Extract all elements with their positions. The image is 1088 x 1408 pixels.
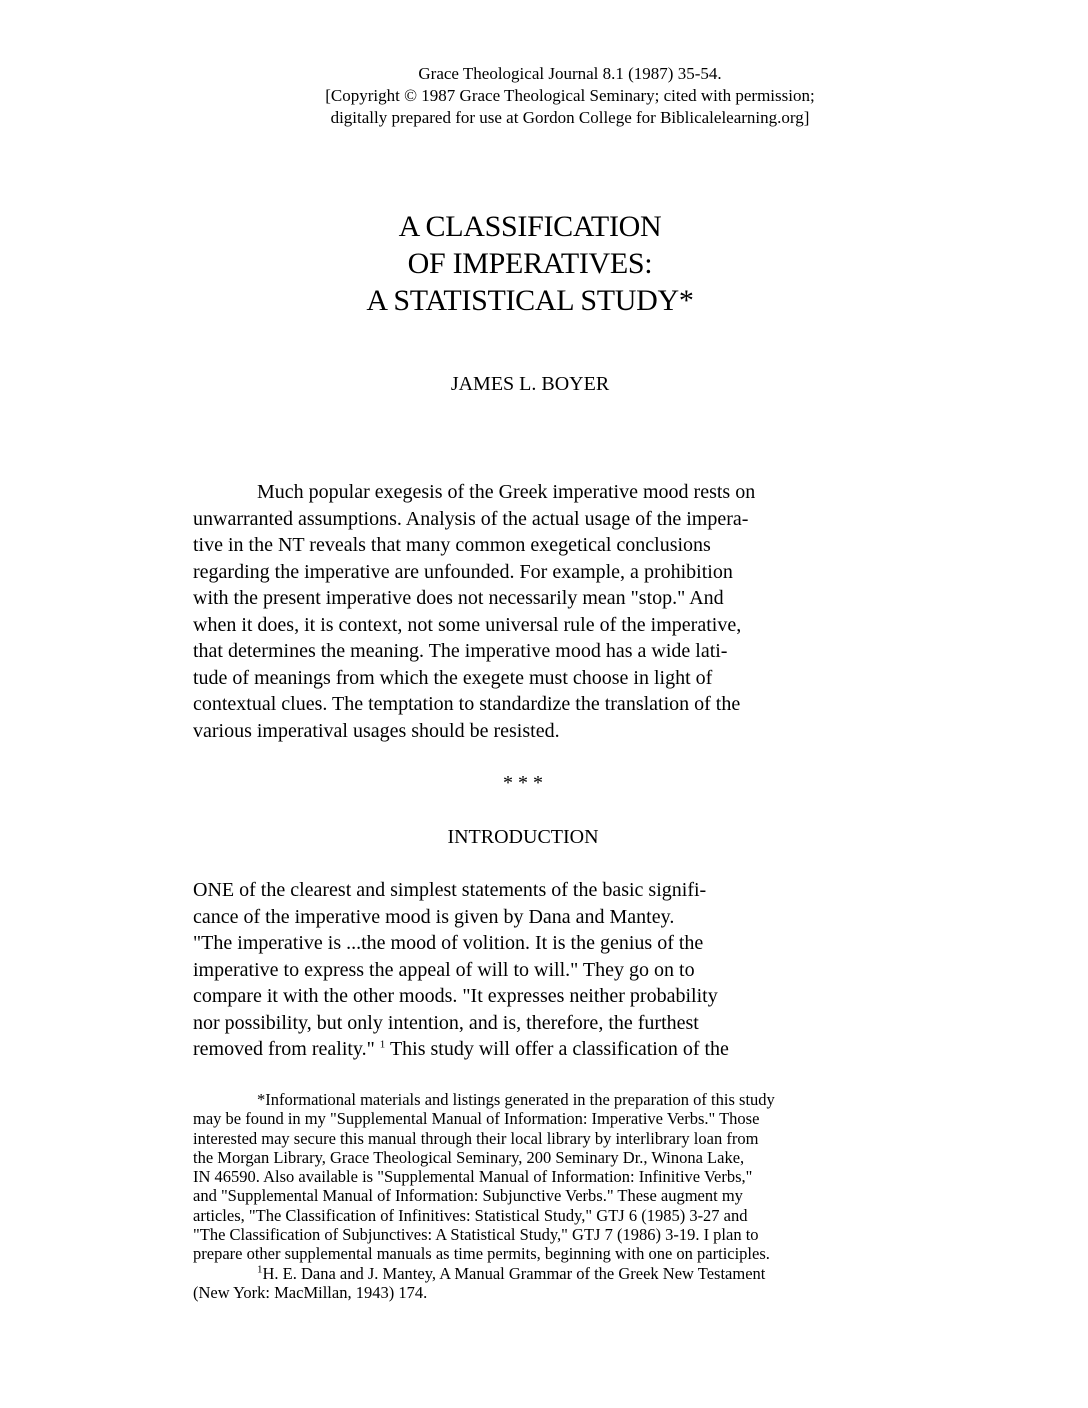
footnote-star-line: interested may secure this manual through their local library by interlibrary loan from [193, 1128, 759, 1148]
abstract-line: that determines the meaning. The imperative mood has a wide lati- [193, 640, 728, 662]
abstract-line: regarding the imperative are unfounded. For example, a prohibition [193, 560, 733, 583]
footnote-1-line: (New York: MacMillan, 1943) 174. [193, 1282, 428, 1302]
title-line: A STATISTICAL STUDY* [366, 284, 694, 317]
author-name: JAMES L. BOYER [450, 373, 610, 395]
intro-line: cance of the imperative mood is given by Dana and Mantey. [193, 905, 675, 928]
abstract-line: tive in the NT reveals that many common exegetical conclusions [193, 534, 711, 556]
intro-paragraph [193, 877, 729, 1063]
intro-line: "The imperative is ...the mood of volition. It is the genius of the [193, 932, 704, 954]
section-separator: * * * [503, 772, 543, 794]
footnote-star-line: "The Classification of Subjunctives: A Statistical Study," GTJ 7 (1986) 3-19. I plan to [193, 1225, 759, 1245]
footnote-1-line [193, 1264, 775, 1283]
header-citation: Grace Theological Journal 8.1 (1987) 35-54. [418, 64, 722, 83]
footnote-star-line: articles, "The Classification of Infinitives: Statistical Study," GTJ 6 (1985) 3-27 and [193, 1205, 748, 1225]
intro-text: removed from reality." [193, 1038, 375, 1060]
abstract-line: unwarranted assumptions. Analysis of the actual usage of the impera- [193, 507, 749, 530]
abstract-line: contextual clues. The temptation to standardize the translation of the [193, 693, 741, 715]
intro-line: nor possibility, but only intention, and is, therefore, the furthest [193, 1011, 699, 1034]
section-heading: INTRODUCTION [447, 826, 599, 848]
footnote-star-line: *Informational materials and listings generated in the preparation of this study [257, 1090, 775, 1109]
intro-line: imperative to express the appeal of will to will." They go on to [193, 958, 695, 981]
footnote-star-line: the Morgan Library, Grace Theological Seminary, 200 Seminary Dr., Winona Lake, [193, 1147, 745, 1167]
footnotes [193, 1090, 775, 1302]
intro-line [193, 1036, 729, 1063]
footnote-star-line: prepare other supplemental manuals as time permits, beginning with one on participles. [193, 1244, 770, 1264]
footnote-star-line: may be found in my "Supplemental Manual of Information: Imperative Verbs." Those [193, 1109, 760, 1129]
abstract-line: with the present imperative does not necessarily mean "stop." And [193, 587, 724, 609]
abstract-line: various imperatival usages should be resisted. [193, 719, 560, 742]
title-line: OF IMPERATIVES: [407, 247, 653, 280]
intro-line: ONE of the clearest and simplest statements of the basic signifi- [193, 879, 707, 901]
title-line: A CLASSIFICATION [398, 210, 662, 243]
header-copyright: [Copyright © 1987 Grace Theological Seminary; cited with permission; [325, 86, 815, 105]
footnote-1-text: H. E. Dana and J. Mantey, A Manual Grammar of the Greek New Testament [262, 1263, 766, 1283]
abstract-paragraph [193, 479, 755, 744]
header-digital-note: digitally prepared for use at Gordon College for Biblicalelearning.org] [330, 108, 810, 127]
intro-text: This study will offer a classification of the [389, 1038, 729, 1060]
footnote-1-marker: 1 [257, 1263, 263, 1276]
abstract-line: tude of meanings from which the exegete must choose in light of [193, 666, 713, 689]
footnote-star-line: and "Supplemental Manual of Information: Subjunctive Verbs." These augment my [193, 1186, 743, 1206]
article-title [200, 208, 860, 319]
intro-line: compare it with the other moods. "It expresses neither probability [193, 985, 718, 1007]
abstract-line: Much popular exegesis of the Greek imperative mood rests on [257, 481, 756, 503]
footnote-star-line: IN 46590. Also available is "Supplemental Manual of Information: Infinitive Verbs," [193, 1167, 753, 1187]
footnote-ref-1[interactable]: 1 [379, 1038, 386, 1051]
abstract-line: when it does, it is context, not some universal rule of the imperative, [193, 613, 742, 636]
journal-header [200, 63, 940, 129]
